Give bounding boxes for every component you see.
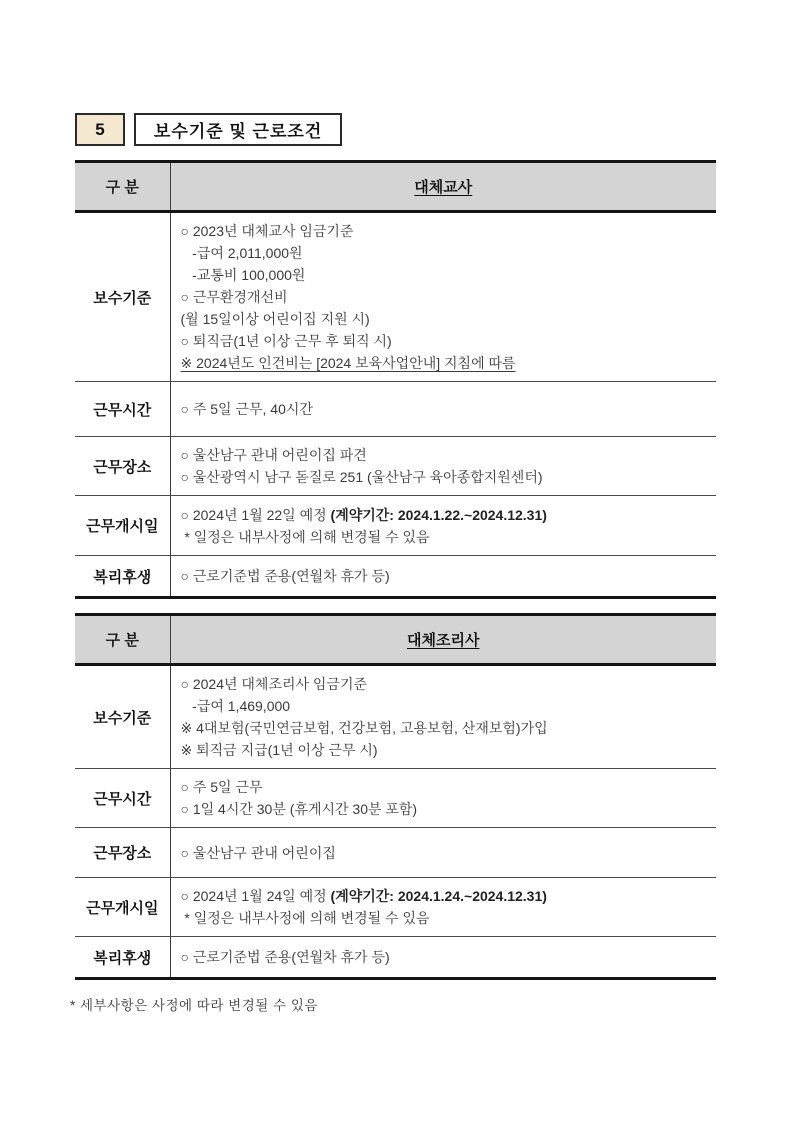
- content-line: [181, 264, 709, 286]
- row-content: [170, 437, 716, 496]
- row-content: [170, 382, 716, 437]
- text-segment: ○ 2024년 1월 22일 예정: [180, 506, 331, 523]
- content-line: [181, 907, 709, 929]
- text-segment: ○ 퇴직금(1년 이상 근무 후 퇴직 시): [180, 333, 392, 349]
- content-line: [181, 330, 709, 352]
- text-segment: ※ 4대보험(국민연금보험, 건강보험, 고용보험, 산재보험)가입: [180, 720, 548, 736]
- text-segment: ○ 주 5일 근무: [180, 779, 263, 795]
- text-segment: -교통비 100,000원: [180, 267, 306, 283]
- content-line: [181, 798, 709, 820]
- table-header-row: [75, 162, 716, 212]
- table-body: [75, 665, 716, 979]
- row-label: 보수기준: [75, 212, 170, 382]
- text-segment: ○ 주 5일 근무, 40시간: [180, 401, 313, 417]
- table-row: [75, 437, 716, 496]
- row-label: 근무시간: [75, 382, 170, 437]
- table-row: [75, 769, 716, 828]
- document-content: [70, 113, 716, 1014]
- text-segment: ○ 2024년 대체조리사 임금기준: [180, 676, 368, 692]
- content-line: [181, 504, 709, 526]
- text-segment: ○ 울산광역시 남구 돋질로 251 (울산남구 육아종합지원센터): [180, 469, 543, 485]
- section-title: 보수기준 및 근로조건: [134, 113, 342, 146]
- text-segment: ○ 2023년 대체교사 임금기준: [180, 223, 354, 239]
- table-row: [75, 556, 716, 598]
- text-segment: * 일정은 내부사정에 의해 변경될 수 있음: [180, 910, 430, 926]
- column-header-category: 구 분: [75, 615, 170, 665]
- table-row: [75, 496, 716, 556]
- content-line: [181, 286, 709, 308]
- text-segment: ○ 울산남구 관내 어린이집 파견: [180, 447, 367, 463]
- table-row: [75, 828, 716, 878]
- content-line: [181, 717, 709, 739]
- content-line: [181, 444, 709, 466]
- content-line: [181, 565, 709, 587]
- text-segment: ○ 근로기준법 준용(연월차 휴가 등): [180, 949, 390, 965]
- column-header-position: [170, 162, 716, 212]
- text-segment: ○ 울산남구 관내 어린이집: [180, 844, 336, 861]
- column-header-position-label: 대체교사: [414, 179, 473, 196]
- row-content: [170, 937, 716, 979]
- content-line: [181, 842, 709, 864]
- column-header-category: 구 분: [75, 162, 170, 212]
- section-header: [75, 113, 716, 146]
- column-header-position: [170, 615, 716, 665]
- table-row: [75, 937, 716, 979]
- text-segment: ※ 2024년도 인건비는 [2024 보육사업안내] 지침에 따름: [180, 355, 516, 371]
- content-line: [181, 220, 709, 242]
- row-content: [170, 769, 716, 828]
- row-content: [170, 556, 716, 598]
- content-line: [181, 308, 709, 330]
- row-content: [170, 496, 716, 556]
- table-row: [75, 382, 716, 437]
- row-label: 복리후생: [75, 937, 170, 979]
- content-line: [181, 695, 709, 717]
- text-segment: ○ 1일 4시간 30분 (휴게시간 30분 포함): [180, 801, 418, 817]
- row-content: [170, 212, 716, 382]
- row-label: 근무개시일: [75, 496, 170, 556]
- row-content: [170, 878, 716, 937]
- content-line: [181, 885, 709, 907]
- content-line: [181, 242, 709, 264]
- content-line: [181, 776, 709, 798]
- row-content: [170, 828, 716, 878]
- content-line: [181, 673, 709, 695]
- content-line: [181, 526, 709, 548]
- substitute-teacher-table: [75, 160, 716, 599]
- content-line: [181, 398, 709, 420]
- row-label: 근무장소: [75, 437, 170, 496]
- text-segment: -급여 2,011,000원: [180, 245, 303, 261]
- text-segment: * 일정은 내부사정에 의해 변경될 수 있음: [180, 528, 430, 545]
- text-segment: -급여 1,469,000: [180, 698, 291, 714]
- content-line: [181, 739, 709, 761]
- text-segment: (계약기간: 2024.1.22.~2024.12.31): [330, 506, 547, 523]
- text-segment: ○ 근무환경개선비: [180, 289, 288, 305]
- text-segment: ※ 퇴직금 지급(1년 이상 근무 시): [180, 742, 378, 758]
- section-number-badge: 5: [75, 113, 125, 146]
- row-label: 근무장소: [75, 828, 170, 878]
- table-header-row: [75, 615, 716, 665]
- table-row: [75, 878, 716, 937]
- table-row: [75, 212, 716, 382]
- row-content: [170, 665, 716, 769]
- text-segment: (계약기간: 2024.1.24.~2024.12.31): [330, 888, 547, 904]
- text-segment: ○ 2024년 1월 24일 예정: [180, 888, 331, 904]
- content-line: [181, 352, 709, 374]
- column-header-position-label: 대체조리사: [407, 632, 480, 649]
- row-label: 근무시간: [75, 769, 170, 828]
- table-body: [75, 212, 716, 598]
- row-label: 근무개시일: [75, 878, 170, 937]
- content-line: [181, 466, 709, 488]
- text-segment: (월 15일이상 어린이집 지원 시): [180, 311, 370, 327]
- row-label: 보수기준: [75, 665, 170, 769]
- row-label: 복리후생: [75, 556, 170, 598]
- content-line: [181, 946, 709, 968]
- substitute-cook-table: [75, 613, 716, 980]
- table-row: [75, 665, 716, 769]
- footnote: * 세부사항은 사정에 따라 변경될 수 있음: [70, 998, 318, 1013]
- text-segment: ○ 근로기준법 준용(연월차 휴가 등): [180, 568, 390, 584]
